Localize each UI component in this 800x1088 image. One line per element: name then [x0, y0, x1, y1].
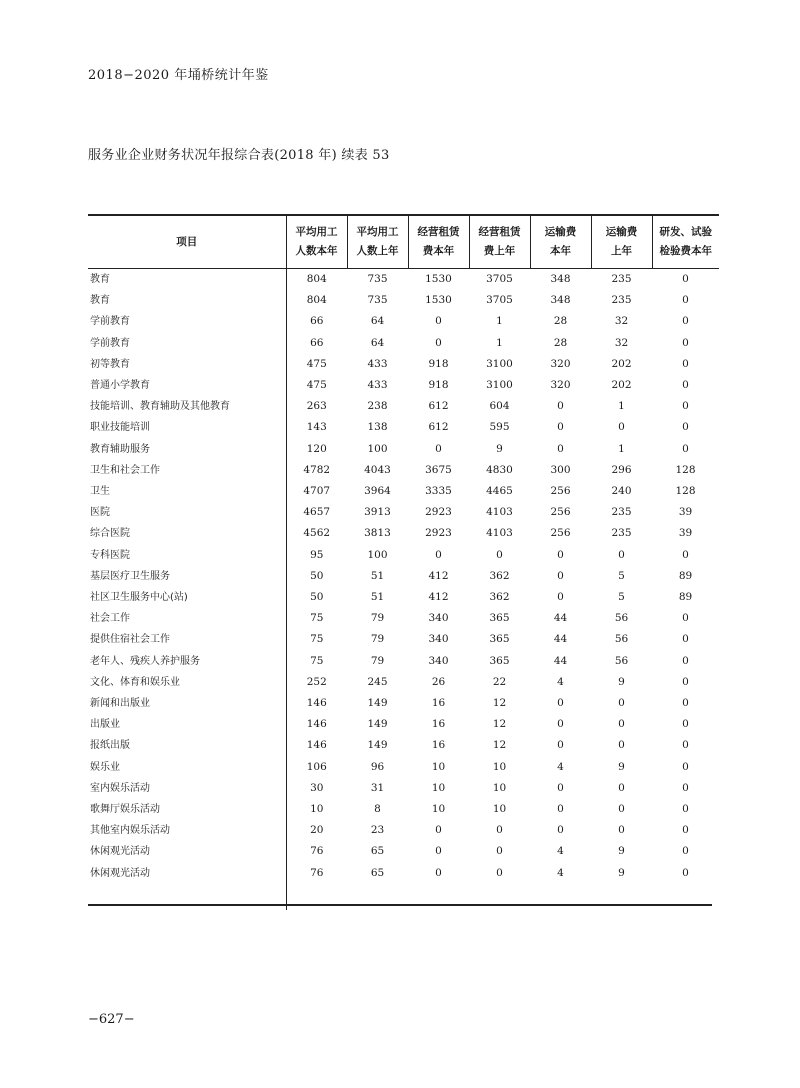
table-cell: 0 [682, 781, 689, 794]
table-cell: 9 [618, 675, 625, 688]
table-cell: 9 [618, 760, 625, 773]
table-cell: 320 [550, 379, 571, 392]
table-cell: 4707 [303, 485, 331, 498]
table-cell: 245 [367, 675, 388, 688]
table-cell: 918 [428, 357, 449, 370]
table-cell: 0 [618, 803, 625, 816]
table-cell: 20 [310, 824, 324, 837]
table-cell: 0 [682, 273, 689, 285]
column-header-avg-employees-previous: 平均用工 人数上年 [347, 215, 408, 269]
column-header-transport-cost-current: 运输费 本年 [530, 215, 591, 269]
table-row [88, 714, 719, 735]
row-label: 报纸出版 [88, 735, 286, 756]
table-cell: 4 [557, 845, 564, 858]
table-cell: 8 [374, 803, 381, 816]
table-cell: 1 [496, 315, 503, 328]
table-cell: 202 [611, 379, 632, 392]
table-cell: 3813 [364, 527, 391, 540]
table-cell: 95 [310, 548, 324, 561]
table-cell: 475 [306, 379, 327, 392]
table-header-row [88, 215, 719, 269]
row-label: 室内娱乐活动 [88, 778, 286, 799]
table-cell: 0 [618, 697, 625, 710]
table-cell: 9 [618, 866, 625, 879]
column-header-rd-cost-current: 研发、试验 检验费本年 [652, 215, 719, 269]
table-cell: 296 [611, 463, 632, 476]
table-cell: 0 [682, 548, 689, 561]
table-cell: 4 [557, 675, 564, 688]
table-cell: 0 [682, 760, 689, 773]
table-cell: 0 [435, 824, 442, 837]
row-label: 文化、体育和娱乐业 [88, 672, 286, 693]
table-cell: 3705 [486, 294, 513, 307]
table-row [88, 778, 719, 799]
table-cell: 804 [306, 294, 327, 307]
table-row [88, 651, 719, 672]
table-cell: 146 [306, 718, 327, 731]
table-cell: 340 [428, 612, 449, 625]
table-cell: 0 [682, 803, 689, 816]
table-row [88, 481, 719, 502]
table-cell: 4103 [486, 527, 513, 540]
table-cell: 10 [431, 803, 446, 816]
table-cell: 56 [614, 633, 629, 646]
table-cell: 918 [428, 379, 449, 392]
table-cell: 66 [310, 336, 324, 349]
table-cell: 10 [492, 803, 507, 816]
table-row [88, 502, 719, 523]
row-label: 技能培训、教育辅助及其他教育 [88, 396, 286, 417]
table-cell: 0 [557, 781, 564, 794]
table-cell: 0 [682, 294, 689, 307]
table-cell: 0 [682, 442, 689, 455]
table-cell: 612 [428, 400, 449, 413]
table-row [88, 693, 719, 714]
table-cell: 362 [489, 591, 510, 604]
table-cell: 2923 [425, 527, 452, 540]
data-table [88, 214, 719, 910]
table-row [88, 672, 719, 693]
table-cell: 0 [682, 739, 689, 752]
table-cell: 10 [492, 781, 507, 794]
table-cell: 735 [367, 294, 388, 307]
table-cell: 3335 [425, 485, 452, 498]
table-cell: 28 [553, 315, 568, 328]
table-cell: 0 [618, 781, 625, 794]
table-row [88, 396, 719, 417]
table-cell: 1 [496, 336, 503, 349]
table-row [88, 354, 719, 375]
table-cell: 39 [678, 527, 693, 540]
row-label: 基层医疗卫生服务 [88, 566, 286, 587]
table-cell: 3705 [486, 273, 513, 285]
table-row [88, 608, 719, 629]
table-cell: 238 [367, 400, 388, 413]
table-cell: 79 [370, 633, 385, 646]
column-header-item: 项目 [88, 215, 286, 269]
row-label: 综合医院 [88, 523, 286, 544]
table-row [88, 311, 719, 332]
table-cell: 0 [557, 718, 564, 731]
table-cell: 412 [428, 591, 449, 604]
table-row [88, 799, 719, 820]
table-cell: 0 [618, 548, 625, 561]
table-cell: 28 [553, 336, 568, 349]
table-cell: 128 [675, 485, 696, 498]
table-cell: 44 [553, 633, 568, 646]
table-cell: 4 [557, 866, 564, 879]
column-header-lease-cost-previous: 经营租赁 费上年 [469, 215, 530, 269]
table-cell: 64 [370, 315, 385, 328]
table-cell: 12 [492, 697, 507, 710]
table-cell: 0 [435, 548, 442, 561]
table-cell: 3675 [425, 463, 452, 476]
table-cell: 0 [435, 315, 442, 328]
table-cell: 0 [557, 400, 564, 413]
table-cell: 10 [431, 760, 446, 773]
table-cell: 0 [557, 421, 564, 434]
table-cell: 0 [496, 866, 503, 879]
table-cell: 0 [435, 845, 442, 858]
row-label: 职业技能培训 [88, 417, 286, 438]
table-cell: 22 [492, 675, 507, 688]
table-cell: 0 [682, 718, 689, 731]
table-cell: 146 [306, 739, 327, 752]
table-cell: 66 [310, 315, 324, 328]
row-label: 专科医院 [88, 545, 286, 566]
table-cell: 79 [370, 654, 385, 667]
row-label: 教育辅助服务 [88, 439, 286, 460]
table-cell: 235 [611, 506, 632, 519]
row-label: 休闲观光活动 [88, 841, 286, 862]
table-cell: 365 [489, 654, 510, 667]
table-cell: 75 [310, 654, 324, 667]
table-cell: 0 [557, 569, 564, 582]
table-cell: 0 [496, 548, 503, 561]
table-cell: 16 [431, 718, 446, 731]
table-cell: 4657 [303, 506, 331, 519]
row-label: 歌舞厅娱乐活动 [88, 799, 286, 820]
table-cell: 0 [557, 442, 564, 455]
table-cell: 0 [557, 697, 564, 710]
table-cell: 340 [428, 633, 449, 646]
table-cell: 4830 [486, 463, 513, 476]
table-cell: 3964 [364, 485, 391, 498]
table-cell: 44 [553, 612, 568, 625]
row-label: 学前教育 [88, 333, 286, 354]
table-cell: 149 [367, 739, 388, 752]
row-label: 休闲观光活动 [88, 863, 286, 884]
table-cell: 4465 [486, 485, 513, 498]
table-cell: 4562 [303, 527, 331, 540]
column-header-lease-cost-current: 经营租赁 费本年 [408, 215, 469, 269]
table-row [88, 290, 719, 311]
running-header: 2018−2020 年埇桥统计年鉴 [88, 68, 269, 83]
table-cell: 32 [614, 336, 629, 349]
table-cell: 412 [428, 569, 449, 582]
table-cell: 235 [611, 294, 632, 307]
table-cell: 56 [614, 612, 629, 625]
table-row [88, 523, 719, 544]
table-row [88, 735, 719, 756]
table-cell: 149 [367, 718, 388, 731]
row-label: 老年人、残疾人养护服务 [88, 651, 286, 672]
table-cell: 0 [682, 697, 689, 710]
table-cell: 16 [431, 739, 446, 752]
table-row [88, 375, 719, 396]
table-cell: 0 [618, 739, 625, 752]
table-cell: 0 [682, 612, 689, 625]
table-cell: 0 [682, 654, 689, 667]
table-cell: 604 [489, 400, 510, 413]
table-cell: 0 [557, 824, 564, 837]
table-cell: 433 [367, 357, 388, 370]
table-cell: 51 [370, 591, 385, 604]
table-cell: 31 [370, 781, 385, 794]
table-cell: 0 [682, 866, 689, 879]
table-cell: 433 [367, 379, 388, 392]
table-cell: 612 [428, 421, 449, 434]
table-cell: 804 [306, 273, 327, 285]
table-cell: 9 [618, 845, 625, 858]
table-row [88, 629, 719, 650]
table-cell: 0 [618, 421, 625, 434]
row-label: 社区卫生服务中心(站) [88, 587, 286, 608]
table-cell: 365 [489, 633, 510, 646]
table-cell: 365 [489, 612, 510, 625]
table-cell: 340 [428, 654, 449, 667]
table-cell: 0 [435, 336, 442, 349]
table-cell: 0 [682, 315, 689, 328]
row-label: 娱乐业 [88, 757, 286, 778]
table-cell: 10 [431, 781, 446, 794]
table-cell: 5 [618, 569, 625, 582]
table-cell: 2923 [425, 506, 452, 519]
table-cell: 0 [557, 591, 564, 604]
table-cell: 348 [550, 273, 571, 285]
table-cell: 1 [618, 442, 625, 455]
column-header-transport-cost-previous: 运输费 上年 [591, 215, 652, 269]
table-cell: 75 [310, 612, 324, 625]
table-cell: 4782 [303, 463, 331, 476]
table-cell: 50 [310, 569, 324, 582]
column-header-avg-employees-current: 平均用工 人数本年 [286, 215, 347, 269]
row-label: 其他室内娱乐活动 [88, 820, 286, 841]
table-cell: 0 [682, 675, 689, 688]
table-cell: 3913 [364, 506, 391, 519]
table-row [88, 417, 719, 438]
table-row [88, 439, 719, 460]
table-cell: 320 [550, 357, 571, 370]
table-cell: 1530 [425, 273, 452, 285]
table-cell: 4103 [486, 506, 513, 519]
table-cell: 26 [431, 675, 446, 688]
table-cell: 3100 [486, 357, 513, 370]
table-cell: 89 [678, 591, 693, 604]
table-cell: 235 [611, 273, 632, 285]
row-label: 学前教育 [88, 311, 286, 332]
table-cell: 32 [614, 315, 629, 328]
table-row [88, 269, 719, 291]
row-label: 初等教育 [88, 354, 286, 375]
row-label: 社会工作 [88, 608, 286, 629]
table-cell: 256 [550, 485, 571, 498]
table-cell: 300 [550, 463, 571, 476]
table-row [88, 841, 719, 862]
row-label: 出版业 [88, 714, 286, 735]
table-cell: 256 [550, 506, 571, 519]
table-cell: 10 [492, 760, 507, 773]
table-cell: 1530 [425, 294, 452, 307]
table-cell: 0 [435, 866, 442, 879]
table-cell: 475 [306, 357, 327, 370]
table-cell: 138 [367, 421, 388, 434]
table-cell: 0 [557, 548, 564, 561]
table-row [88, 863, 719, 884]
table-cell: 65 [370, 866, 385, 879]
row-label: 新闻和出版业 [88, 693, 286, 714]
table-cell: 146 [306, 697, 327, 710]
table-cell: 1 [618, 400, 625, 413]
table-row [88, 333, 719, 354]
table-cell: 76 [310, 845, 324, 858]
table-row [88, 566, 719, 587]
page-number: −627− [88, 1012, 135, 1027]
table-cell: 65 [370, 845, 385, 858]
table-cell: 0 [496, 845, 503, 858]
table-cell: 4 [557, 760, 564, 773]
table-cell: 0 [682, 400, 689, 413]
table-cell: 0 [557, 803, 564, 816]
table-cell: 0 [682, 845, 689, 858]
table-cell: 120 [306, 442, 327, 455]
table-cell: 263 [306, 400, 327, 413]
table-cell: 0 [682, 357, 689, 370]
row-label: 卫生 [88, 481, 286, 502]
table-cell: 0 [496, 824, 503, 837]
table-cell: 16 [431, 697, 446, 710]
table-cell: 12 [492, 739, 507, 752]
table-cell: 50 [310, 591, 324, 604]
table-cell: 5 [618, 591, 625, 604]
table-cell: 3100 [486, 379, 513, 392]
table-cell: 0 [618, 824, 625, 837]
table-bottom-rule [88, 904, 712, 906]
table-cell: 30 [310, 781, 324, 794]
table-cell: 0 [618, 718, 625, 731]
table-row [88, 545, 719, 566]
table-cell: 348 [550, 294, 571, 307]
table-cell: 100 [367, 548, 388, 561]
table-cell: 362 [489, 569, 510, 582]
table-cell: 0 [682, 633, 689, 646]
table-cell: 23 [370, 824, 385, 837]
table-cell: 149 [367, 697, 388, 710]
table-row [88, 587, 719, 608]
table-cell: 64 [370, 336, 385, 349]
table-cell: 0 [682, 336, 689, 349]
table-cell: 56 [614, 654, 629, 667]
table-cell: 0 [557, 739, 564, 752]
table-cell: 252 [306, 675, 327, 688]
table-cell: 235 [611, 527, 632, 540]
table-cell: 106 [306, 760, 327, 773]
table-cell: 202 [611, 357, 632, 370]
table-title: 服务业企业财务状况年报综合表(2018 年) 续表 53 [88, 148, 390, 163]
table-row [88, 460, 719, 481]
table-cell: 75 [310, 633, 324, 646]
table-cell: 256 [550, 527, 571, 540]
table-cell: 4043 [364, 463, 391, 476]
table-cell: 96 [370, 760, 385, 773]
table-cell: 0 [682, 379, 689, 392]
table-cell: 143 [306, 421, 327, 434]
row-label: 教育 [88, 269, 286, 291]
table-cell: 128 [675, 463, 696, 476]
table-cell: 44 [553, 654, 568, 667]
table-cell: 0 [682, 824, 689, 837]
table-cell: 240 [611, 485, 632, 498]
row-label: 提供住宿社会工作 [88, 629, 286, 650]
table-cell: 76 [310, 866, 324, 879]
table-body [88, 269, 719, 910]
table-cell: 595 [489, 421, 510, 434]
table-cell: 100 [367, 442, 388, 455]
table-cell: 39 [678, 506, 693, 519]
row-label: 卫生和社会工作 [88, 460, 286, 481]
row-label: 普通小学教育 [88, 375, 286, 396]
table-cell: 9 [496, 442, 503, 455]
table-cell: 735 [367, 273, 388, 285]
table-cell: 12 [492, 718, 507, 731]
table-cell: 51 [370, 569, 385, 582]
table-cell: 10 [310, 803, 324, 816]
table-cell: 79 [370, 612, 385, 625]
table-row [88, 820, 719, 841]
row-label: 医院 [88, 502, 286, 523]
table-row [88, 757, 719, 778]
row-label: 教育 [88, 290, 286, 311]
table-cell: 0 [682, 421, 689, 434]
table-cell: 0 [435, 442, 442, 455]
table-cell: 89 [678, 569, 693, 582]
